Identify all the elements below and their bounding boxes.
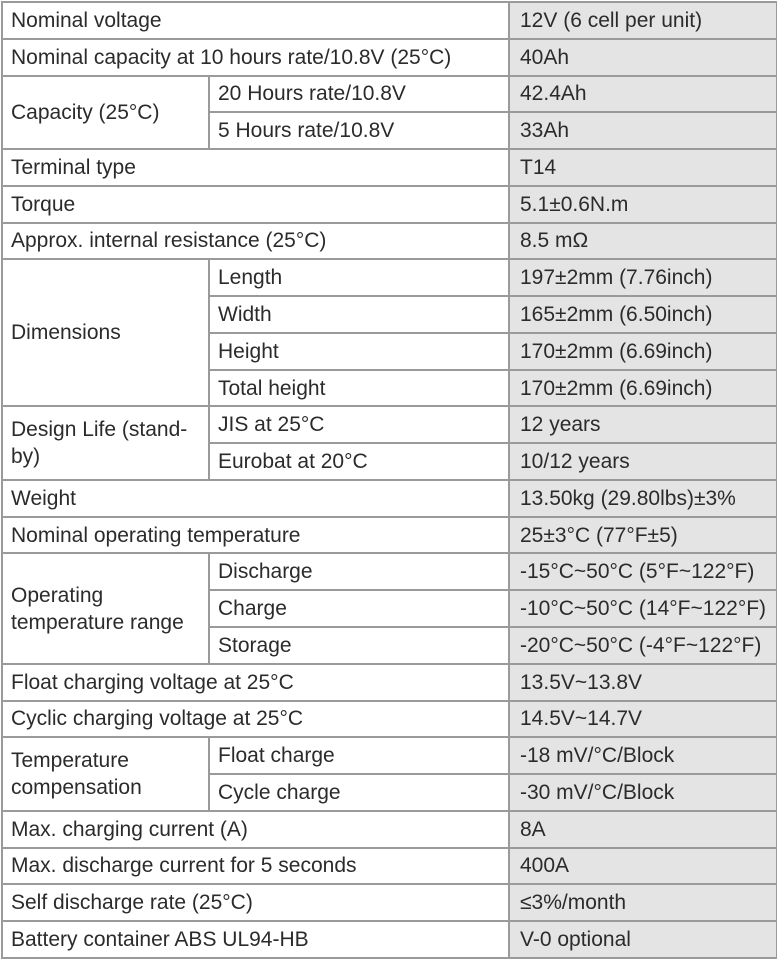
- spec-value: -15°C~50°C (5°F~122°F): [509, 553, 777, 590]
- spec-sublabel: Storage: [209, 627, 509, 664]
- spec-group-label: Operating temperature range: [2, 553, 209, 663]
- spec-group-label: Temperature compensation: [2, 737, 209, 811]
- battery-spec-table: [1, 1, 777, 959]
- spec-value: 40Ah: [509, 39, 777, 76]
- spec-value: 400A: [509, 848, 777, 885]
- spec-value: -10°C~50°C (14°F~122°F): [509, 590, 777, 627]
- spec-value: T14: [509, 149, 777, 186]
- spec-label: Nominal voltage: [2, 2, 509, 39]
- spec-value: 8A: [509, 811, 777, 848]
- table-row: [2, 553, 777, 590]
- spec-value: 33Ah: [509, 112, 777, 149]
- spec-value: 25±3°C (77°F±5): [509, 517, 777, 554]
- table-row: [2, 811, 777, 848]
- table-row: [2, 76, 777, 113]
- spec-value: 12V (6 cell per unit): [509, 2, 777, 39]
- table-row: [2, 259, 777, 296]
- spec-label: Cyclic charging voltage at 25°C: [2, 701, 509, 738]
- table-row: [2, 664, 777, 701]
- spec-sublabel: Cycle charge: [209, 774, 509, 811]
- spec-sublabel: 20 Hours rate/10.8V: [209, 76, 509, 113]
- spec-value: 14.5V~14.7V: [509, 701, 777, 738]
- spec-sublabel: Total height: [209, 370, 509, 407]
- spec-label: Max. discharge current for 5 seconds: [2, 848, 509, 885]
- table-row: [2, 406, 777, 443]
- spec-sublabel: Eurobat at 20°C: [209, 443, 509, 480]
- spec-sublabel: 5 Hours rate/10.8V: [209, 112, 509, 149]
- spec-value: 170±2mm (6.69inch): [509, 370, 777, 407]
- spec-value: 165±2mm (6.50inch): [509, 296, 777, 333]
- spec-group-label: Design Life (stand-by): [2, 406, 209, 480]
- spec-value: -20°C~50°C (-4°F~122°F): [509, 627, 777, 664]
- spec-value: -30 mV/°C/Block: [509, 774, 777, 811]
- spec-sublabel: Width: [209, 296, 509, 333]
- table-row: [2, 480, 777, 517]
- spec-label: Terminal type: [2, 149, 509, 186]
- spec-sublabel: Float charge: [209, 737, 509, 774]
- table-row: [2, 701, 777, 738]
- spec-value: ≤3%/month: [509, 884, 777, 921]
- spec-label: Battery container ABS UL94-HB: [2, 921, 509, 958]
- spec-value: 10/12 years: [509, 443, 777, 480]
- spec-value: 170±2mm (6.69inch): [509, 333, 777, 370]
- spec-label: Torque: [2, 186, 509, 223]
- table-row: [2, 2, 777, 39]
- spec-label: Approx. internal resistance (25°C): [2, 223, 509, 260]
- table-row: [2, 186, 777, 223]
- spec-value: 197±2mm (7.76inch): [509, 259, 777, 296]
- spec-label: Nominal capacity at 10 hours rate/10.8V (25°C): [2, 39, 509, 76]
- spec-sublabel: Length: [209, 259, 509, 296]
- table-row: [2, 149, 777, 186]
- table-row: [2, 848, 777, 885]
- spec-value: V-0 optional: [509, 921, 777, 958]
- spec-value: 12 years: [509, 406, 777, 443]
- table-row: [2, 39, 777, 76]
- spec-sublabel: JIS at 25°C: [209, 406, 509, 443]
- table-row: [2, 884, 777, 921]
- spec-label: Max. charging current (A): [2, 811, 509, 848]
- spec-sublabel: Charge: [209, 590, 509, 627]
- spec-group-label: Dimensions: [2, 259, 209, 406]
- spec-label: Weight: [2, 480, 509, 517]
- spec-value: 5.1±0.6N.m: [509, 186, 777, 223]
- table-row: [2, 921, 777, 958]
- spec-value: 42.4Ah: [509, 76, 777, 113]
- spec-label: Nominal operating temperature: [2, 517, 509, 554]
- spec-sublabel: Height: [209, 333, 509, 370]
- spec-value: 13.50kg (29.80lbs)±3%: [509, 480, 777, 517]
- spec-value: 8.5 mΩ: [509, 223, 777, 260]
- spec-label: Float charging voltage at 25°C: [2, 664, 509, 701]
- table-row: [2, 223, 777, 260]
- spec-label: Self discharge rate (25°C): [2, 884, 509, 921]
- spec-sublabel: Discharge: [209, 553, 509, 590]
- table-row: [2, 517, 777, 554]
- spec-value: -18 mV/°C/Block: [509, 737, 777, 774]
- spec-group-label: Capacity (25°C): [2, 76, 209, 150]
- spec-value: 13.5V~13.8V: [509, 664, 777, 701]
- table-row: [2, 737, 777, 774]
